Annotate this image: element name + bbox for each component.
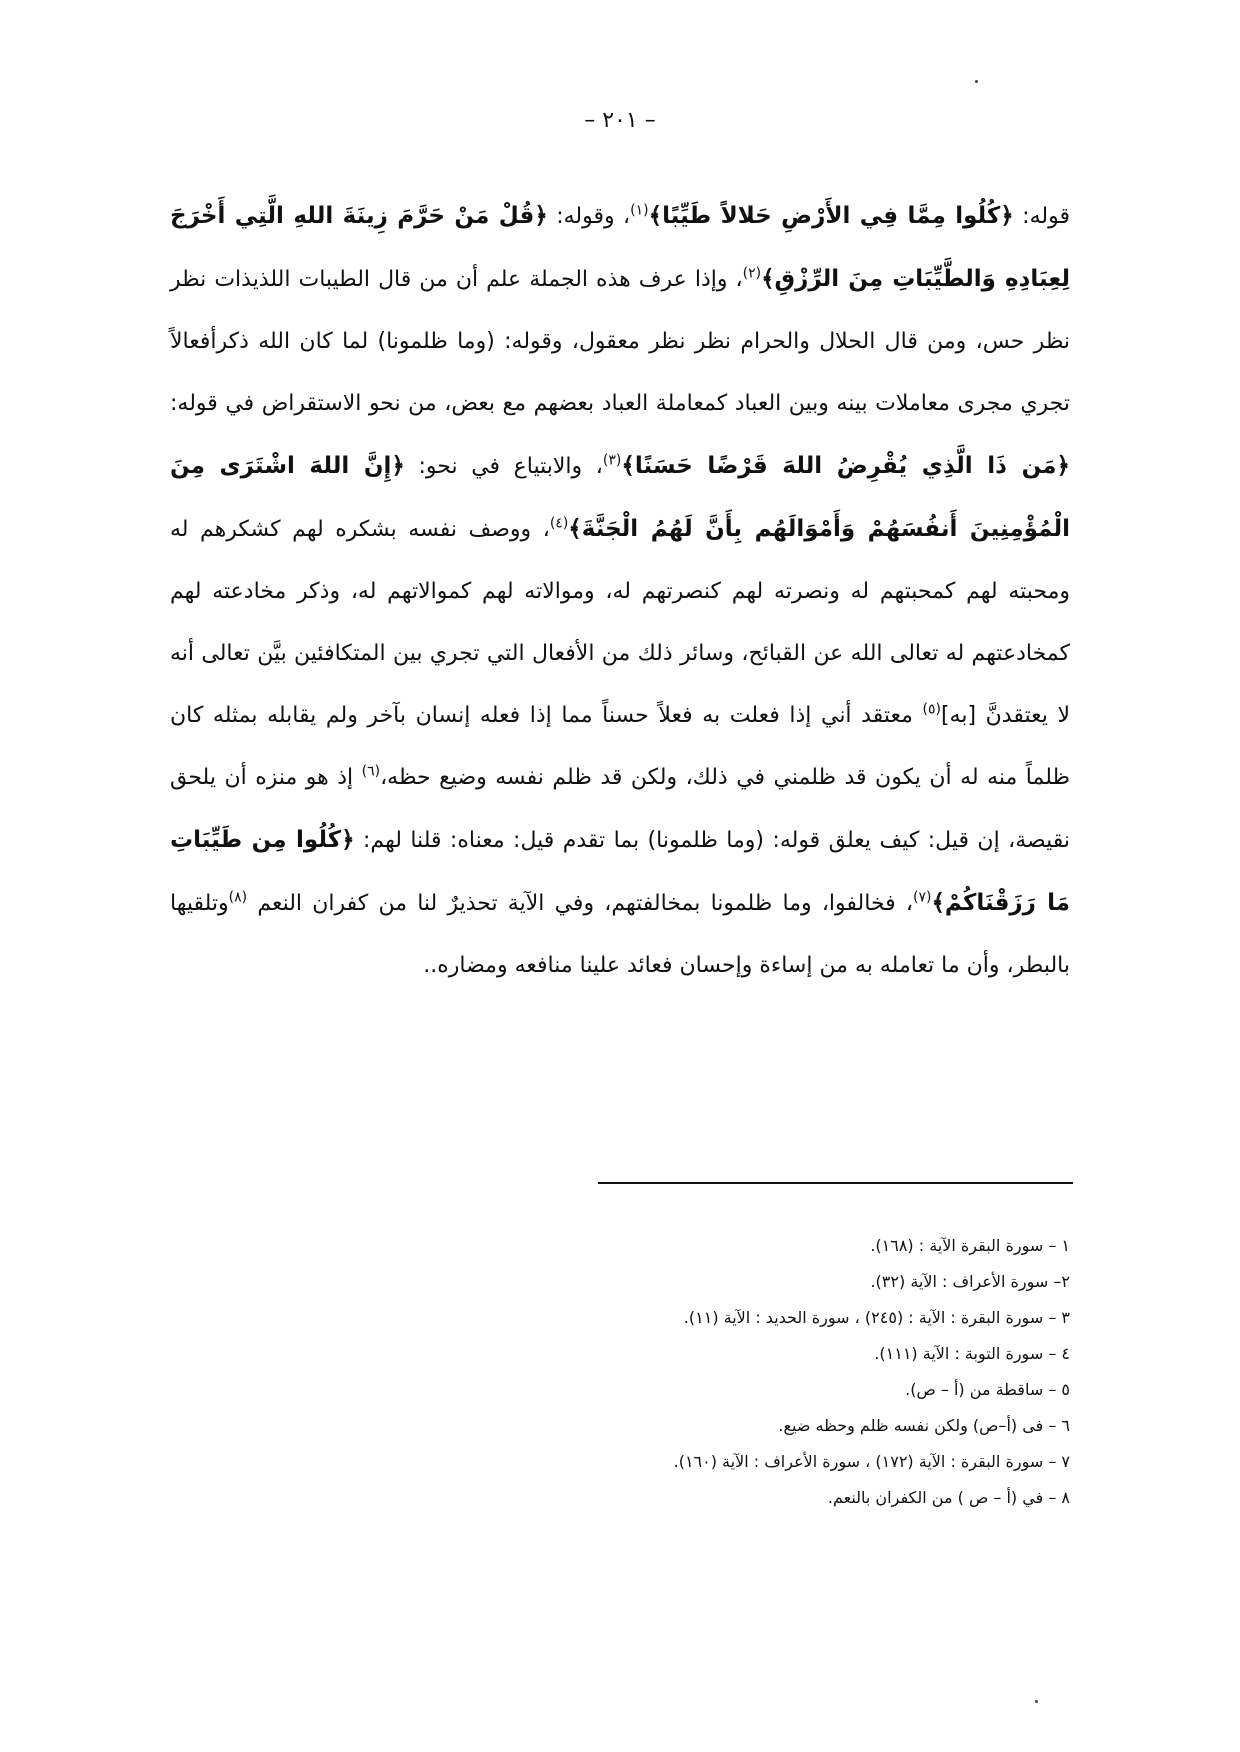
- footnote-ref: (٦): [361, 763, 381, 780]
- scan-speck: [975, 80, 978, 83]
- scan-speck: [1035, 1700, 1038, 1703]
- footnote-item: ٢– سورة الأعراف : الآية (٣٢).: [870, 1272, 1070, 1291]
- text-segment: إذ هو منزه أن يلحق نقيصة، إن قيل: كيف يعلق قوله: (وما ظلمونا) بما تقدم قيل: معناه: قلنا لهم:: [170, 765, 1071, 853]
- footnote-item: ٣ – سورة البقرة : الآية : (٢٤٥) ، سورة الحديد : الآية (١١).: [683, 1308, 1070, 1327]
- footnote-separator: [598, 1182, 1073, 1184]
- quran-verse: ﴿كُلُوا مِن طَيِّبَاتِ مَا رَزَقْنَاكُمْ﴾: [170, 827, 1070, 916]
- footnotes-list: [560, 1228, 1070, 1516]
- footnote-ref: (٥): [922, 701, 941, 718]
- footnote-ref: (٣): [602, 452, 622, 469]
- text-segment: ، ووصف نفسه بشكره لهم كشكرهم له ومحبته لهم كمحبتهم له ونصرته لهم كنصرتهم له، وموالاته لهم كموالاتهم له، وذكر مخادعته لهم كمخادعتهم له تعالى الله عن القبائح، وسائر ذلك من الأفعال التي تجري بين المتكافئين بيَّن تعالى أنه لا يعتقدنَّ [به]: [170, 517, 1071, 728]
- page-number: – ٢٠١ –: [584, 108, 656, 133]
- text-segment: ، وإذا عرف هذه الجملة علم أن من قال الطيبات اللذيذات نظر نظر حس، ومن قال الحلال والحرام نظر نظر معقول، وقوله: (وما ظلمونا) لما كان الله ذكرأفعالاً تجري مجرى معاملات بينه وبين العباد كمعاملة العباد بعضهم مع بعض، من نحو الاستقراض في قوله:: [170, 267, 1070, 416]
- main-paragraph: [170, 185, 1070, 997]
- footnote-ref: (٢): [742, 265, 762, 282]
- text-segment: وتلقيها بالبطر، وأن ما تعامله به من إساءة وإحسان فعائد علينا منافعه ومضاره..: [170, 891, 1070, 978]
- quran-verse: ﴿إِنَّ اللهَ اشْتَرَى مِنَ الْمُؤْمِنِينَ أَنفُسَهُمْ وَأَمْوَالَهُم بِأَنَّ لَهُمُ الْجَنَّةَ﴾: [170, 453, 1070, 542]
- quran-verse: ﴿قُلْ مَنْ حَرَّمَ زِينَةَ اللهِ الَّتِي أَخْرَجَ لِعِبَادِهِ وَالطَّيِّبَاتِ مِنَ الرِّزْقِ﴾: [170, 203, 1071, 292]
- text-segment: معتقد أني إذا فعلت به فعلاً حسناً مما إذا فعله إنسان بآخر ولم يقابله بمثله كان ظلماً منه له أن يكون قد ظلمني في ذلك، ولكن قد ظلم نفسه وضيع حظه،: [170, 703, 1070, 790]
- footnote-item: ٧ – سورة البقرة : الآية (١٧٢) ، سورة الأعراف : الآية (١٦٠).: [673, 1452, 1070, 1471]
- footnote-ref: (٨): [228, 889, 248, 906]
- footnote-item: ٨ – في (أ – ص ) من الكفران بالنعم.: [827, 1488, 1070, 1507]
- text-segment: قوله:: [1013, 204, 1070, 229]
- text-segment: ، والابتياع في نحو:: [404, 454, 603, 479]
- footnote-ref: (٤): [549, 515, 569, 532]
- footnote-item: ١ – سورة البقرة الآية : (١٦٨).: [870, 1236, 1070, 1255]
- text-segment: ، فخالفوا، وما ظلمونا بمخالفتهم، وفي الآية تحذيرٌ لنا من كفران النعم: [247, 891, 913, 916]
- quran-verse: ﴿مَن ذَا الَّذِي يُقْرِضُ اللهَ قَرْضًا حَسَنًا﴾: [621, 453, 1071, 479]
- text-segment: ، وقوله:: [547, 204, 631, 229]
- footnote-ref: (١): [630, 202, 649, 219]
- footnote-item: ٥ – ساقطة من (أ – ص).: [905, 1380, 1070, 1399]
- footnote-item: ٤ – سورة التوبة : الآية (١١١).: [874, 1344, 1070, 1363]
- footnote-item: ٦ – فى (أ–ص) ولكن نفسه ظلم وحظه ضيع.: [778, 1416, 1070, 1435]
- main-text: [170, 185, 1070, 997]
- quran-verse: ﴿كُلُوا مِمَّا فِي الأَرْضِ حَلالاً طَيِّبًا﴾: [648, 203, 1014, 229]
- footnote-ref: (٧): [912, 889, 932, 906]
